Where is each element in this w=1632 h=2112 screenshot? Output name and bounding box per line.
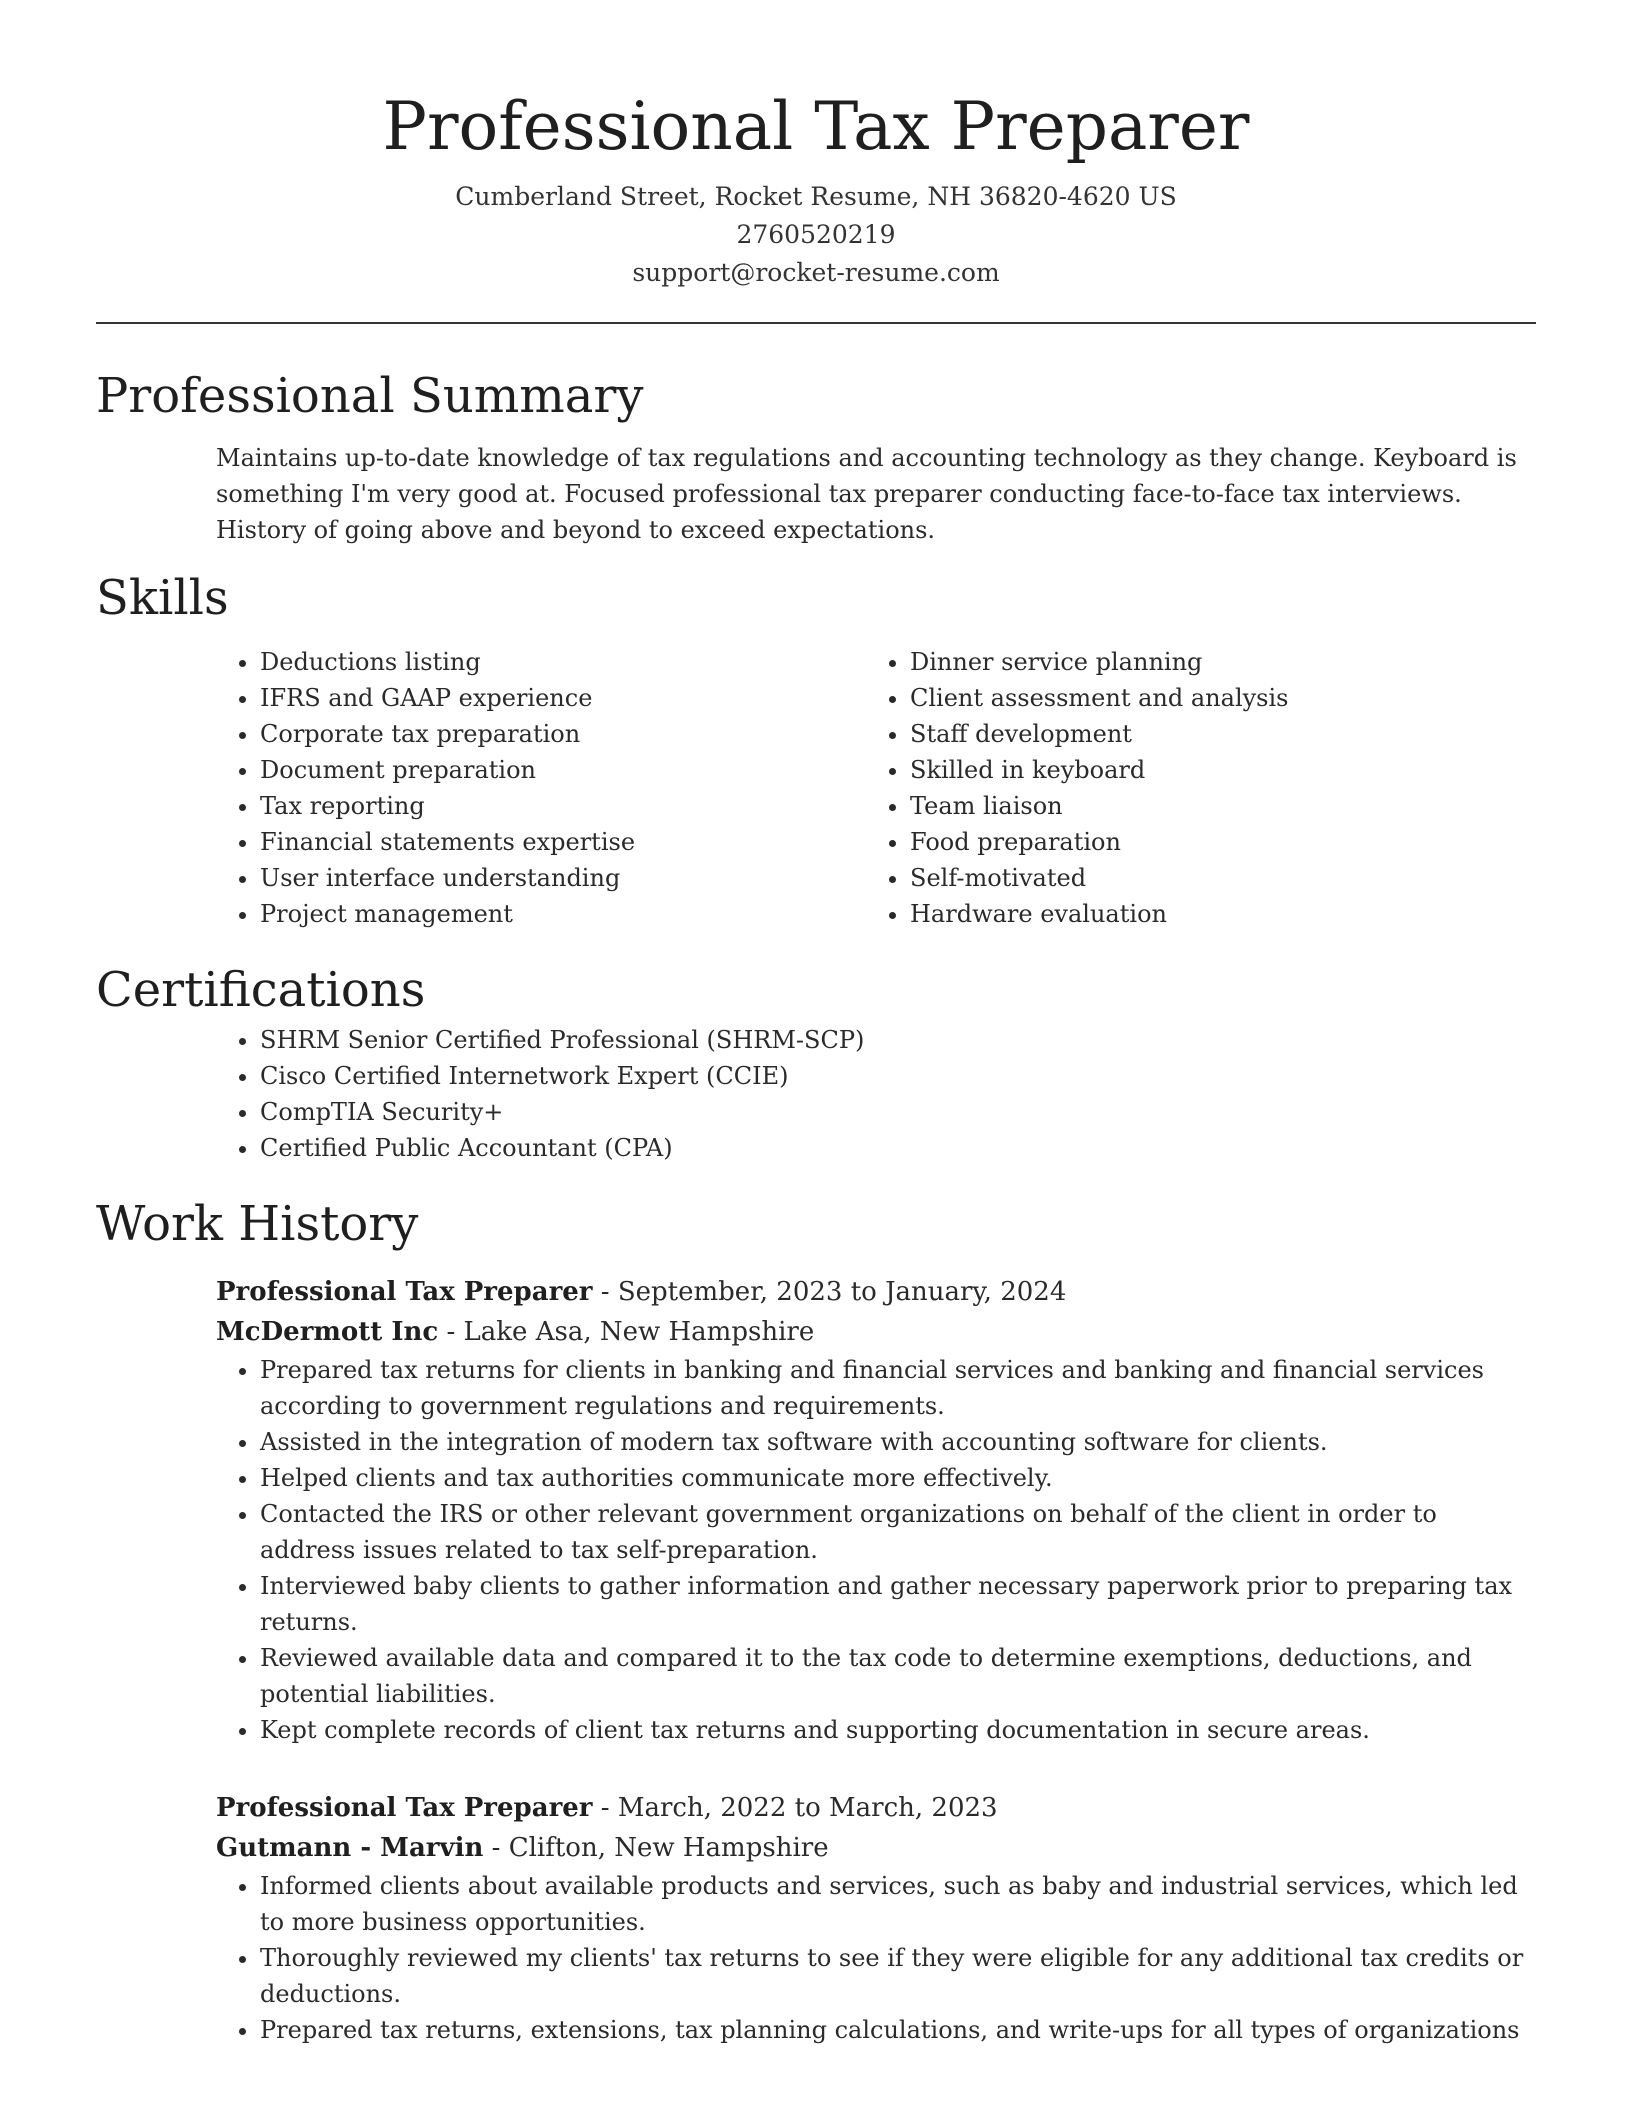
- work-history-section: [96, 1192, 1536, 2048]
- contact-info: [96, 178, 1536, 292]
- job-location: - Clifton, New Hampshire: [483, 1833, 829, 1863]
- candidate-name: Professional Tax Preparer: [382, 88, 1250, 165]
- job-entry: [216, 1788, 1536, 2048]
- job-duty: • Contacted the IRS or other relevant government organizations on behalf of the client in order to address issues related to tax self-preparation.: [260, 1496, 1536, 1568]
- skills-grid: [216, 644, 1536, 932]
- address: Cumberland Street, Rocket Resume, NH 36820-4620 US: [455, 182, 1177, 211]
- work-history-heading: Work History: [96, 1196, 419, 1252]
- job-company-line: [216, 1312, 1536, 1352]
- summary-heading: Professional Summary: [96, 368, 644, 424]
- certification-item: • Cisco Certified Internetwork Expert (CCIE): [260, 1058, 1536, 1094]
- job-duties-list: [216, 1352, 1536, 1748]
- job-company: Gutmann - Marvin: [216, 1833, 484, 1863]
- summary-text: Maintains up-to-date knowledge of tax regulations and accounting technology as they change. Keyboard is something I'm very good at. Focused professional tax preparer conducting face-to-face tax interviews. History of going above and beyond to exceed expectations.: [216, 444, 1517, 544]
- skill-item: • Document preparation: [260, 752, 866, 788]
- resume-header: [96, 0, 1536, 292]
- phone-number: 2760520219: [736, 220, 896, 249]
- job-title: Professional Tax Preparer: [216, 1793, 593, 1823]
- job-location: - Lake Asa, New Hampshire: [438, 1317, 815, 1347]
- job-duty: • Kept complete records of client tax returns and supporting documentation in secure areas.: [260, 1712, 1536, 1748]
- job-duty: • Thoroughly reviewed my clients' tax returns to see if they were eligible for any additional tax credits or deductions.: [260, 1940, 1536, 2012]
- header-divider: [96, 322, 1536, 324]
- job-duty: • Helped clients and tax authorities communicate more effectively.: [260, 1460, 1536, 1496]
- skill-item: • Self-motivated: [910, 860, 1516, 896]
- job-duty: • Interviewed baby clients to gather information and gather necessary paperwork prior to preparing tax returns.: [260, 1568, 1536, 1640]
- certification-item: • SHRM Senior Certified Professional (SHRM-SCP): [260, 1022, 1536, 1058]
- skills-section: [96, 566, 1536, 932]
- skills-heading: Skills: [96, 570, 229, 626]
- skills-column-left: [216, 644, 866, 932]
- skills-column-right: [866, 644, 1516, 932]
- job-duty: • Informed clients about available products and services, such as baby and industrial services, which led to more business opportunities.: [260, 1868, 1536, 1940]
- job-duty: • Assisted in the integration of modern tax software with accounting software for clients.: [260, 1424, 1536, 1460]
- skill-item: • Team liaison: [910, 788, 1516, 824]
- skill-item: • Financial statements expertise: [260, 824, 866, 860]
- skill-item: • Hardware evaluation: [910, 896, 1516, 932]
- job-duties-list: [216, 1868, 1536, 2048]
- job-duty: • Reviewed available data and compared it to the tax code to determine exemptions, deductions, and potential liabilities.: [260, 1640, 1536, 1712]
- skill-item: • Project management: [260, 896, 866, 932]
- skill-item: • Deductions listing: [260, 644, 866, 680]
- certifications-section: [96, 958, 1536, 1166]
- skill-item: • IFRS and GAAP experience: [260, 680, 866, 716]
- job-dates: - September, 2023 to January, 2024: [592, 1277, 1067, 1307]
- skill-item: • User interface understanding: [260, 860, 866, 896]
- job-title-line: [216, 1788, 1536, 1828]
- skill-item: • Staff development: [910, 716, 1516, 752]
- skill-item: • Client assessment and analysis: [910, 680, 1516, 716]
- certifications-list: [216, 1022, 1536, 1166]
- job-title-line: [216, 1272, 1536, 1312]
- skill-item: • Food preparation: [910, 824, 1516, 860]
- job-dates: - March, 2022 to March, 2023: [592, 1793, 998, 1823]
- job-duty: • Prepared tax returns for clients in banking and financial services and banking and financial services according to government regulations and requirements.: [260, 1352, 1536, 1424]
- job-entry: [216, 1272, 1536, 1748]
- skill-item: • Tax reporting: [260, 788, 866, 824]
- job-title: Professional Tax Preparer: [216, 1277, 593, 1307]
- skill-item: • Dinner service planning: [910, 644, 1516, 680]
- job-company: McDermott Inc: [216, 1317, 439, 1347]
- certification-item: • CompTIA Security+: [260, 1094, 1536, 1130]
- email-address: support@rocket-resume.com: [632, 258, 1000, 287]
- certification-item: • Certified Public Accountant (CPA): [260, 1130, 1536, 1166]
- job-duty: • Prepared tax returns, extensions, tax planning calculations, and write-ups for all types of organizations: [260, 2012, 1536, 2048]
- job-company-line: [216, 1828, 1536, 1868]
- summary-section: [96, 364, 1536, 548]
- skill-item: • Corporate tax preparation: [260, 716, 866, 752]
- certifications-heading: Certifications: [96, 962, 426, 1018]
- skill-item: • Skilled in keyboard: [910, 752, 1516, 788]
